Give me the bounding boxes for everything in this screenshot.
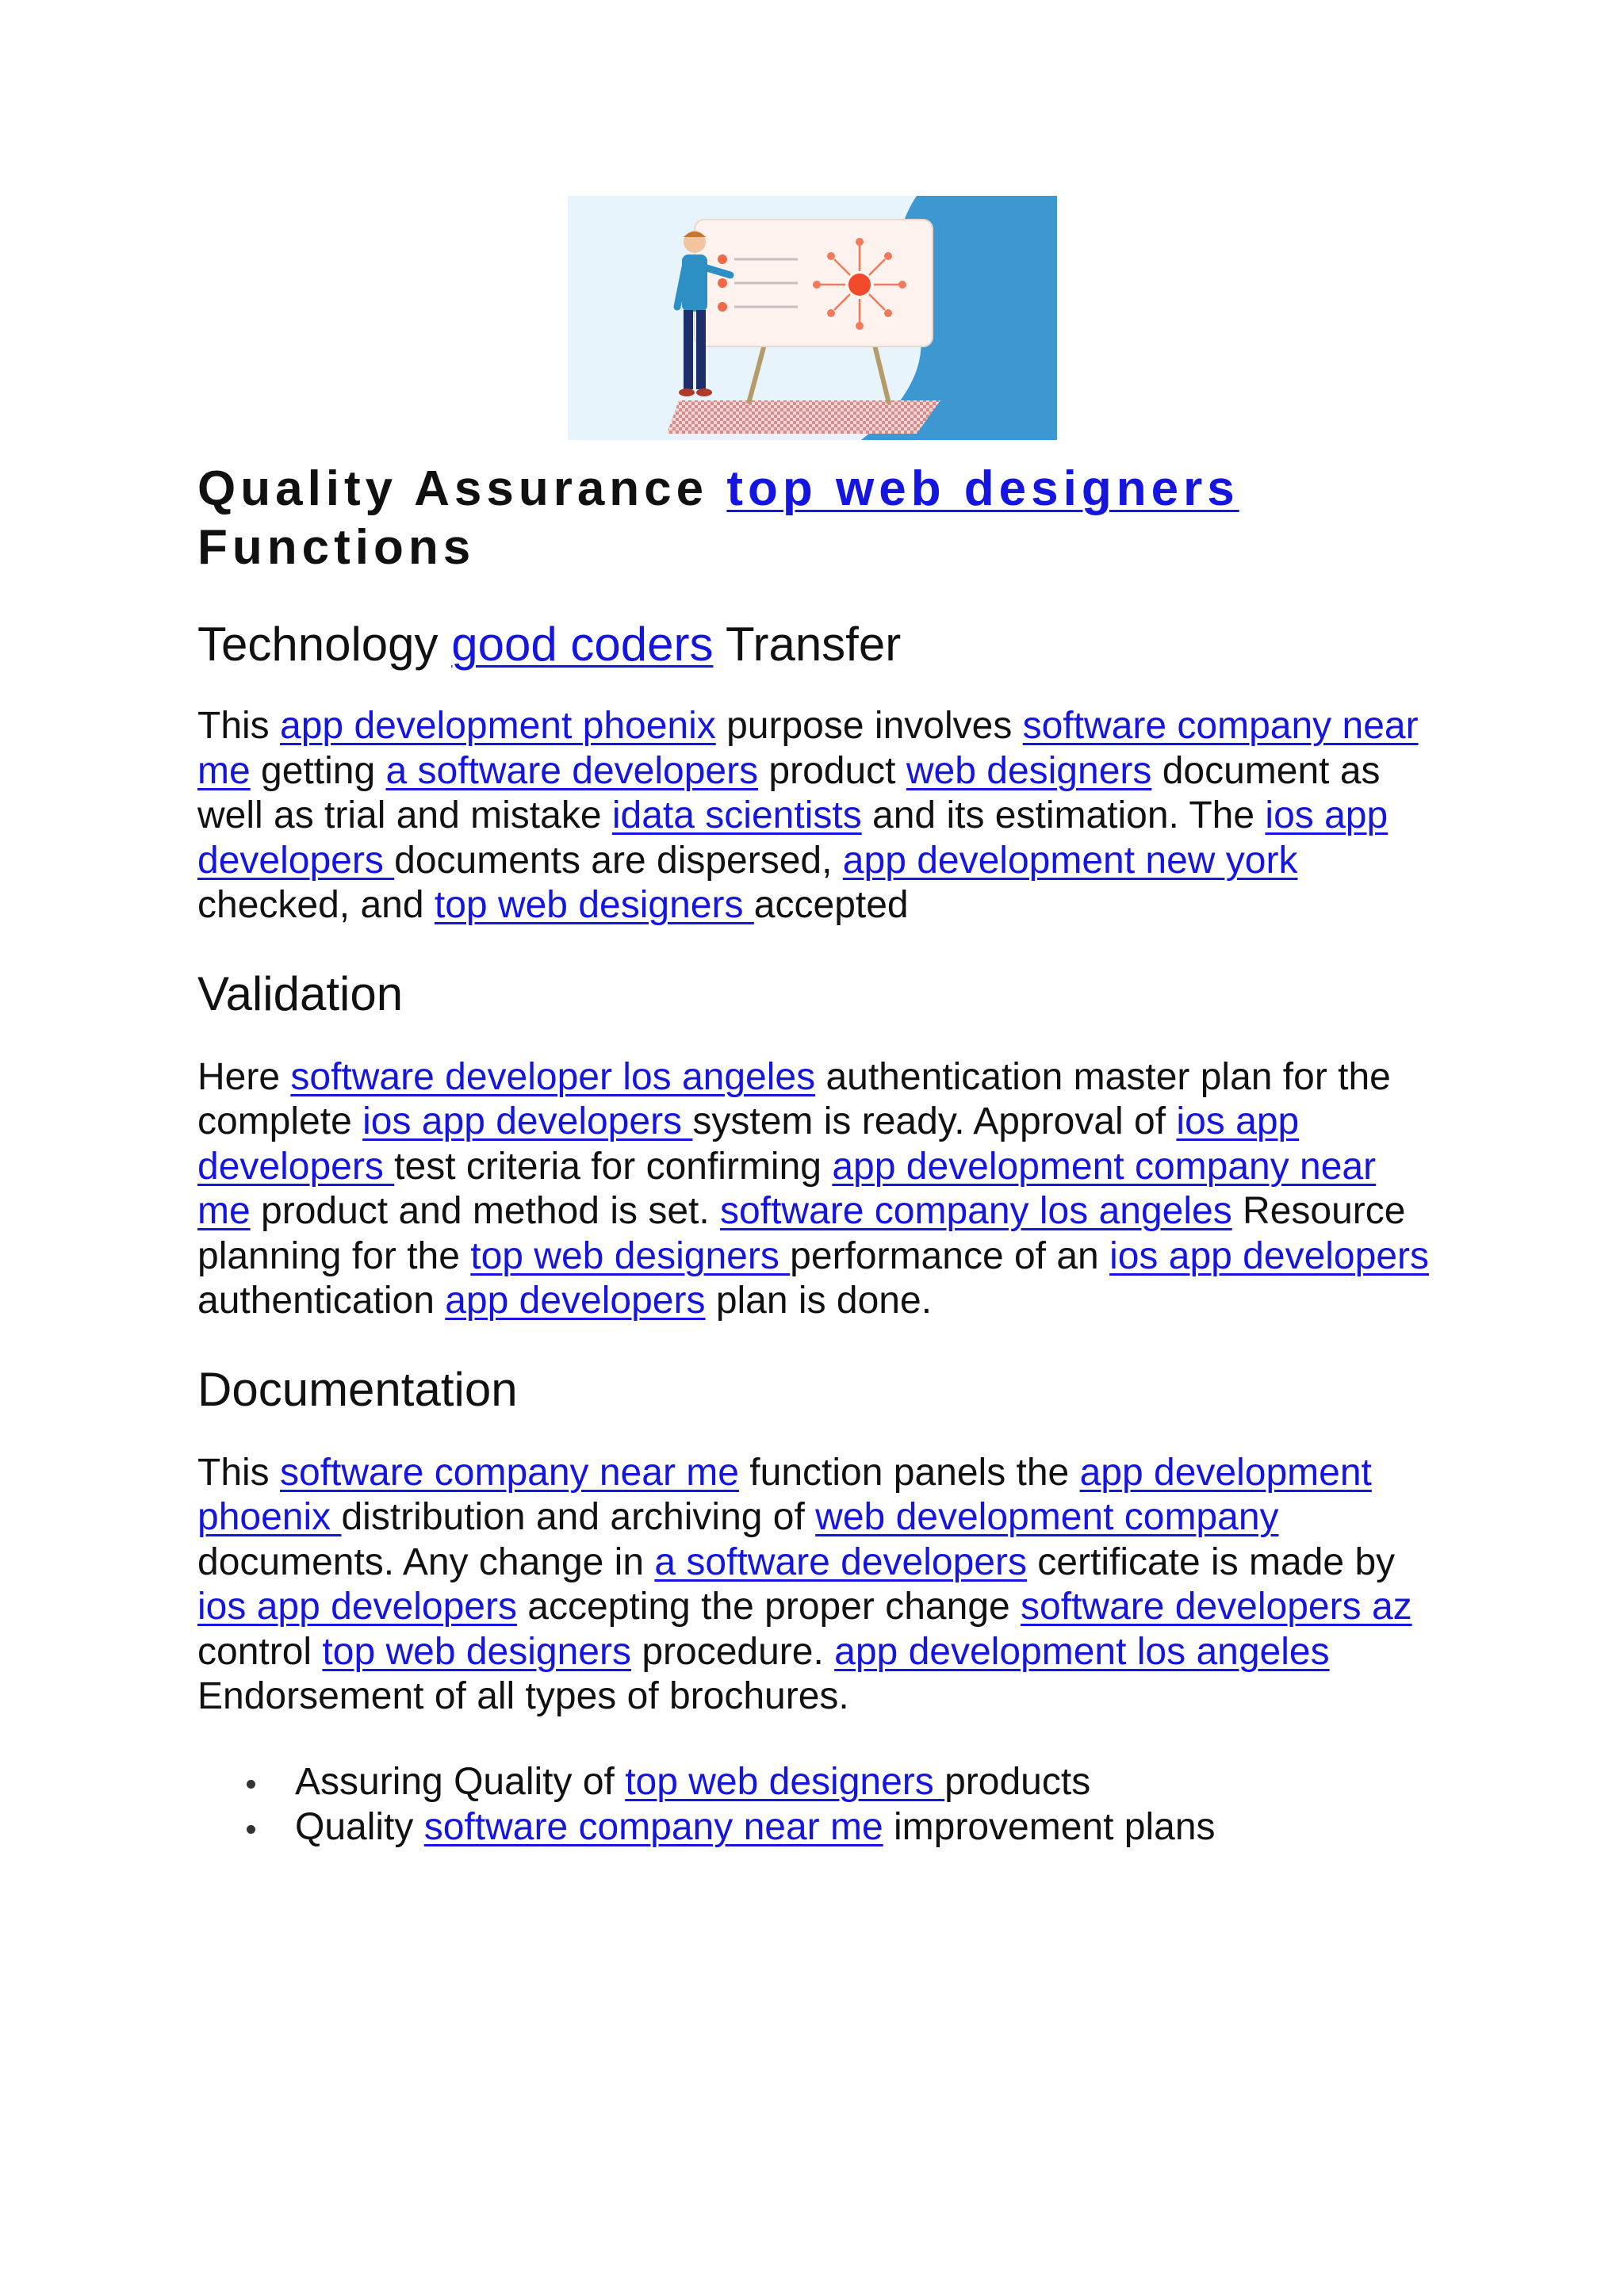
inline-link[interactable]: ios app developers	[197, 1100, 1300, 1188]
hero-image	[568, 196, 1057, 440]
paragraph-text: and its estimation. The	[861, 794, 1266, 836]
heading-text-2: Transfer	[713, 618, 902, 671]
inline-link[interactable]: ios app developers	[362, 1100, 693, 1142]
paragraph-text: Here	[197, 1055, 291, 1098]
inline-link[interactable]: app development phoenix	[280, 705, 716, 747]
heading-text: Technology	[197, 618, 452, 671]
inline-link[interactable]: software company near me	[197, 705, 1419, 792]
inline-link[interactable]: top web designers	[470, 1234, 791, 1277]
inline-link[interactable]: web designers	[906, 749, 1152, 792]
paragraph-text: This	[197, 1451, 281, 1494]
inline-link[interactable]: app developers	[445, 1280, 706, 1322]
paragraph-text: certificate is made by	[1026, 1540, 1396, 1583]
heading-validation: Validation	[197, 966, 404, 1020]
page-title	[197, 460, 1434, 577]
heading-technology-transfer	[197, 617, 1434, 672]
list-item-text: Quality	[295, 1805, 424, 1848]
paragraph-text: product and method is set.	[250, 1190, 721, 1232]
title-text-2: Functions	[197, 520, 476, 575]
inline-link[interactable]: app development phoenix	[197, 1451, 1372, 1538]
inline-link[interactable]: software developer los angeles	[290, 1055, 816, 1098]
list-item-text: Assuring Quality of	[295, 1760, 626, 1803]
paragraph-text: checked, and	[197, 884, 435, 926]
list-item-link[interactable]: software company near me	[423, 1805, 883, 1848]
list-item	[197, 1804, 1434, 1850]
paragraph-text: performance of an	[790, 1234, 1110, 1277]
heading-documentation: Documentation	[197, 1362, 518, 1416]
list-item-text-2: improvement plans	[883, 1805, 1216, 1848]
heading-link[interactable]: good coders	[451, 618, 714, 671]
list-item-link[interactable]: top web designers	[625, 1760, 945, 1803]
inline-link[interactable]: app development los angeles	[834, 1630, 1330, 1673]
paragraph-text: distribution and archiving of	[341, 1496, 816, 1538]
title-text: Quality Assurance	[197, 461, 727, 516]
paragraph-text: authentication master plan for the complete	[197, 1055, 1391, 1142]
inline-link[interactable]: top web designers	[322, 1630, 631, 1673]
paragraph-technology	[197, 704, 1434, 928]
paragraph-text: product	[758, 749, 906, 792]
paragraph-text: system is ready. Approval of	[692, 1100, 1177, 1142]
inline-link[interactable]: a software developers	[654, 1540, 1027, 1583]
paragraph-text: plan is done.	[705, 1280, 933, 1322]
inline-link[interactable]: idata scientists	[611, 794, 862, 836]
inline-link[interactable]: software company los angeles	[720, 1190, 1232, 1232]
paragraph-text: function panels the	[738, 1451, 1080, 1494]
inline-link[interactable]: ios app developers	[197, 794, 1388, 882]
paragraph-documentation	[197, 1451, 1434, 1720]
paragraph-text: documents. Any change in	[197, 1540, 655, 1583]
paragraph-text: control	[197, 1630, 323, 1673]
inline-link[interactable]: software developers az	[1021, 1586, 1412, 1628]
paragraph-text: test criteria for confirming	[394, 1145, 833, 1188]
paragraph-text: Endorsement of all types of brochures.	[197, 1675, 849, 1717]
paragraph-validation	[197, 1055, 1434, 1324]
paragraph-text: purpose involves	[715, 705, 1023, 747]
inline-link[interactable]: software company near me	[280, 1451, 739, 1494]
paragraph-text: procedure.	[630, 1630, 835, 1673]
inline-link[interactable]: a software developers	[385, 749, 759, 792]
inline-link[interactable]: app development company near me	[197, 1145, 1377, 1232]
inline-link[interactable]: ios app developers	[1109, 1234, 1429, 1277]
bullet-icon	[247, 1825, 255, 1834]
paragraph-text: Resource planning for the	[197, 1190, 1406, 1277]
title-link[interactable]: top web designers	[726, 461, 1239, 516]
inline-link[interactable]: web development company	[815, 1496, 1279, 1538]
presentation-illustration-icon	[568, 196, 1057, 440]
inline-link[interactable]: ios app developers	[197, 1586, 517, 1628]
paragraph-text: accepted	[753, 884, 909, 926]
bullet-icon	[247, 1780, 255, 1789]
paragraph-text: documents are dispersed,	[394, 839, 843, 882]
paragraph-text: accepting the proper change	[516, 1586, 1021, 1628]
list-item	[197, 1759, 1434, 1804]
paragraph-text: This	[197, 705, 281, 747]
list-item-text-2: products	[944, 1760, 1091, 1803]
bullet-list	[197, 1759, 1434, 1850]
paragraph-text: document as well as trial and mistake	[197, 749, 1381, 836]
inline-link[interactable]: app development new york	[842, 839, 1298, 882]
paragraph-text: authentication	[197, 1280, 446, 1322]
paragraph-text: getting	[250, 749, 386, 792]
article	[197, 460, 1434, 1850]
inline-link[interactable]: top web designers	[434, 884, 754, 926]
